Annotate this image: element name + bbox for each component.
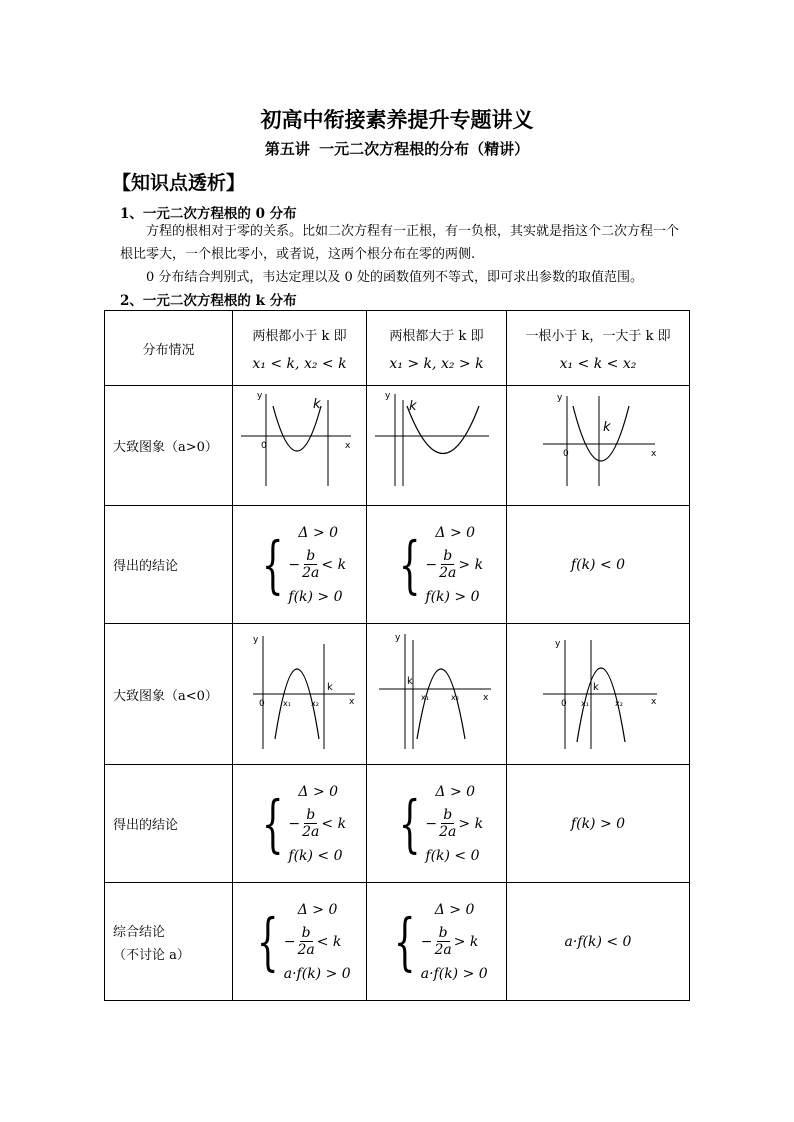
k-label: k [407, 676, 413, 687]
x-axis-label: x [345, 441, 351, 451]
delta-condition: Δ > 0 [434, 901, 475, 918]
table-row [105, 506, 690, 624]
graph-cell [367, 624, 507, 765]
fk-condition: f(k) > 0 [288, 588, 343, 605]
header-both-less [233, 311, 367, 386]
axis-condition: − $\frac{b}{2a}$ < k [288, 548, 347, 581]
subsection-heading-2: 2、一元二次方程根的 k 分布 [120, 293, 297, 309]
graph-cell [507, 624, 690, 765]
graph-cell [233, 624, 367, 765]
header-both-greater [367, 311, 507, 386]
parabola-curve [573, 406, 629, 461]
delta-condition: Δ > 0 [298, 524, 339, 541]
y-axis-label: y [557, 393, 563, 403]
x1-label: x₁ [283, 699, 291, 708]
header-text: 两根都大于 k 即 [389, 328, 484, 344]
graph-cell [507, 386, 690, 506]
delta-condition: Δ > 0 [435, 524, 476, 541]
k-label: k [603, 420, 611, 435]
x-axis-label: x [651, 449, 657, 459]
graph-downward-both-greater [367, 624, 505, 760]
root-distribution-table [104, 310, 690, 1001]
inequality-system: { Δ > 0 − $\frac{b}{2a}$ > k a·f(k) > 0 [385, 897, 487, 987]
graph-downward-both-less [233, 624, 365, 760]
x-axis-label: x [651, 697, 657, 707]
header-condition: x₁ < k, x₂ < k [252, 355, 347, 372]
row-label-summary [105, 883, 233, 1001]
origin-label: 0 [561, 699, 567, 709]
row-label-conclusion: 得出的结论 [105, 506, 233, 624]
x-axis-label: x [483, 693, 489, 703]
conclusion-cell: f(k) > 0 [507, 765, 690, 883]
row-label-graph-pos: 大致图象（a>0） [105, 386, 233, 506]
graph-upward-both-greater [367, 386, 505, 501]
k-label: k [327, 682, 333, 693]
axis-condition: − $\frac{b}{2a}$ > k [425, 807, 484, 840]
header-text: 一根小于 k，一大于 k 即 [525, 328, 671, 344]
x1-label: x₁ [421, 693, 429, 702]
fk-condition: f(k) > 0 [425, 588, 480, 605]
x1-label: x₁ [581, 699, 589, 708]
graph-cell [233, 386, 367, 506]
table-row [105, 311, 690, 386]
delta-condition: Δ > 0 [297, 901, 338, 918]
header-text: 两根都小于 k 即 [252, 328, 347, 344]
summary-cell [367, 883, 507, 1001]
summary-note: （不讨论 a） [113, 947, 190, 963]
origin-label: 0 [261, 441, 267, 451]
axis-condition: − $\frac{b}{2a}$ < k [283, 925, 342, 958]
conclusion-cell [367, 506, 507, 624]
y-axis-label: y [555, 639, 561, 649]
y-axis-label: y [257, 391, 263, 401]
graph-upward-one-each-side [507, 386, 688, 501]
afk-condition: a·f(k) > 0 [283, 965, 351, 982]
y-axis-label: y [385, 391, 391, 401]
inequality-system: { Δ > 0 − $\frac{b}{2a}$ < k f(k) < 0 [253, 779, 346, 869]
axis-condition: − $\frac{b}{2a}$ > k [420, 925, 479, 958]
conclusion-cell: f(k) < 0 [507, 506, 690, 624]
delta-condition: Δ > 0 [298, 783, 339, 800]
summary-label: 综合结论 [113, 924, 166, 940]
parabola-curve [275, 669, 319, 739]
table-row [105, 765, 690, 883]
origin-label: 0 [259, 699, 265, 709]
inequality-system: { Δ > 0 − $\frac{b}{2a}$ < k f(k) > 0 [253, 520, 346, 610]
parabola-curve [417, 669, 465, 739]
inequality-system: { Δ > 0 − $\frac{b}{2a}$ < k a·f(k) > 0 [248, 897, 350, 987]
origin-label: 0 [563, 449, 569, 459]
summary-cell: a·f(k) < 0 [507, 883, 690, 1001]
row-label-graph-neg: 大致图象（a<0） [105, 624, 233, 765]
row-label-conclusion: 得出的结论 [105, 765, 233, 883]
table-row [105, 624, 690, 765]
delta-condition: Δ > 0 [435, 783, 476, 800]
afk-condition: a·f(k) > 0 [420, 965, 488, 982]
conclusion-cell [367, 765, 507, 883]
row-label-case: 分布情况 [105, 311, 233, 386]
inequality-system: { Δ > 0 − $\frac{b}{2a}$ > k f(k) < 0 [390, 779, 483, 869]
fk-condition: f(k) < 0 [288, 847, 343, 864]
graph-downward-one-each-side [507, 624, 688, 760]
axis-condition: − $\frac{b}{2a}$ < k [288, 807, 347, 840]
table-row [105, 883, 690, 1001]
header-condition: x₁ > k, x₂ > k [389, 355, 484, 372]
page-title: 初高中衔接素养提升专题讲义 [260, 107, 534, 132]
section-heading: 【知识点透析】 [112, 172, 246, 194]
conclusion-cell [233, 765, 367, 883]
y-axis-label: y [253, 635, 259, 645]
subsection-heading-1: 1、一元二次方程根的 0 分布 [120, 206, 297, 222]
k-label: k [593, 682, 599, 693]
lecture-subtitle: 第五讲 一元二次方程根的分布（精讲） [264, 140, 530, 158]
x-axis-label: x [349, 697, 355, 707]
paragraph-zero-distribution: 方程的根相对于零的关系。比如二次方程有一正根，有一负根，其实就是指这个二次方程一个根比零大，一个根比零小，或者说，这两个根分布在零的两侧. [120, 224, 680, 262]
summary-cell [233, 883, 367, 1001]
y-axis-label: y [395, 633, 401, 643]
header-condition: x₁ < k < x₂ [559, 355, 637, 372]
k-label: k [313, 397, 321, 412]
x2-label: x₂ [311, 699, 319, 708]
fk-condition: f(k) < 0 [425, 847, 480, 864]
paragraph-zero-method: 0 分布结合判别式，韦达定理以及 0 处的函数值列不等式，即可求出参数的取值范围。 [146, 270, 643, 285]
header-one-each-side [507, 311, 690, 386]
conclusion-cell [233, 506, 367, 624]
axis-condition: − $\frac{b}{2a}$ > k [425, 548, 484, 581]
x2-label: x₂ [451, 693, 459, 702]
x2-label: x₂ [615, 699, 623, 708]
table-row [105, 386, 690, 506]
k-label: k [409, 399, 417, 414]
parabola-curve [407, 406, 479, 454]
parabola-curve [577, 668, 625, 742]
parabola-curve [273, 406, 321, 451]
inequality-system: { Δ > 0 − $\frac{b}{2a}$ > k f(k) > 0 [390, 520, 483, 610]
graph-upward-both-less [233, 386, 365, 501]
graph-cell [367, 386, 507, 506]
